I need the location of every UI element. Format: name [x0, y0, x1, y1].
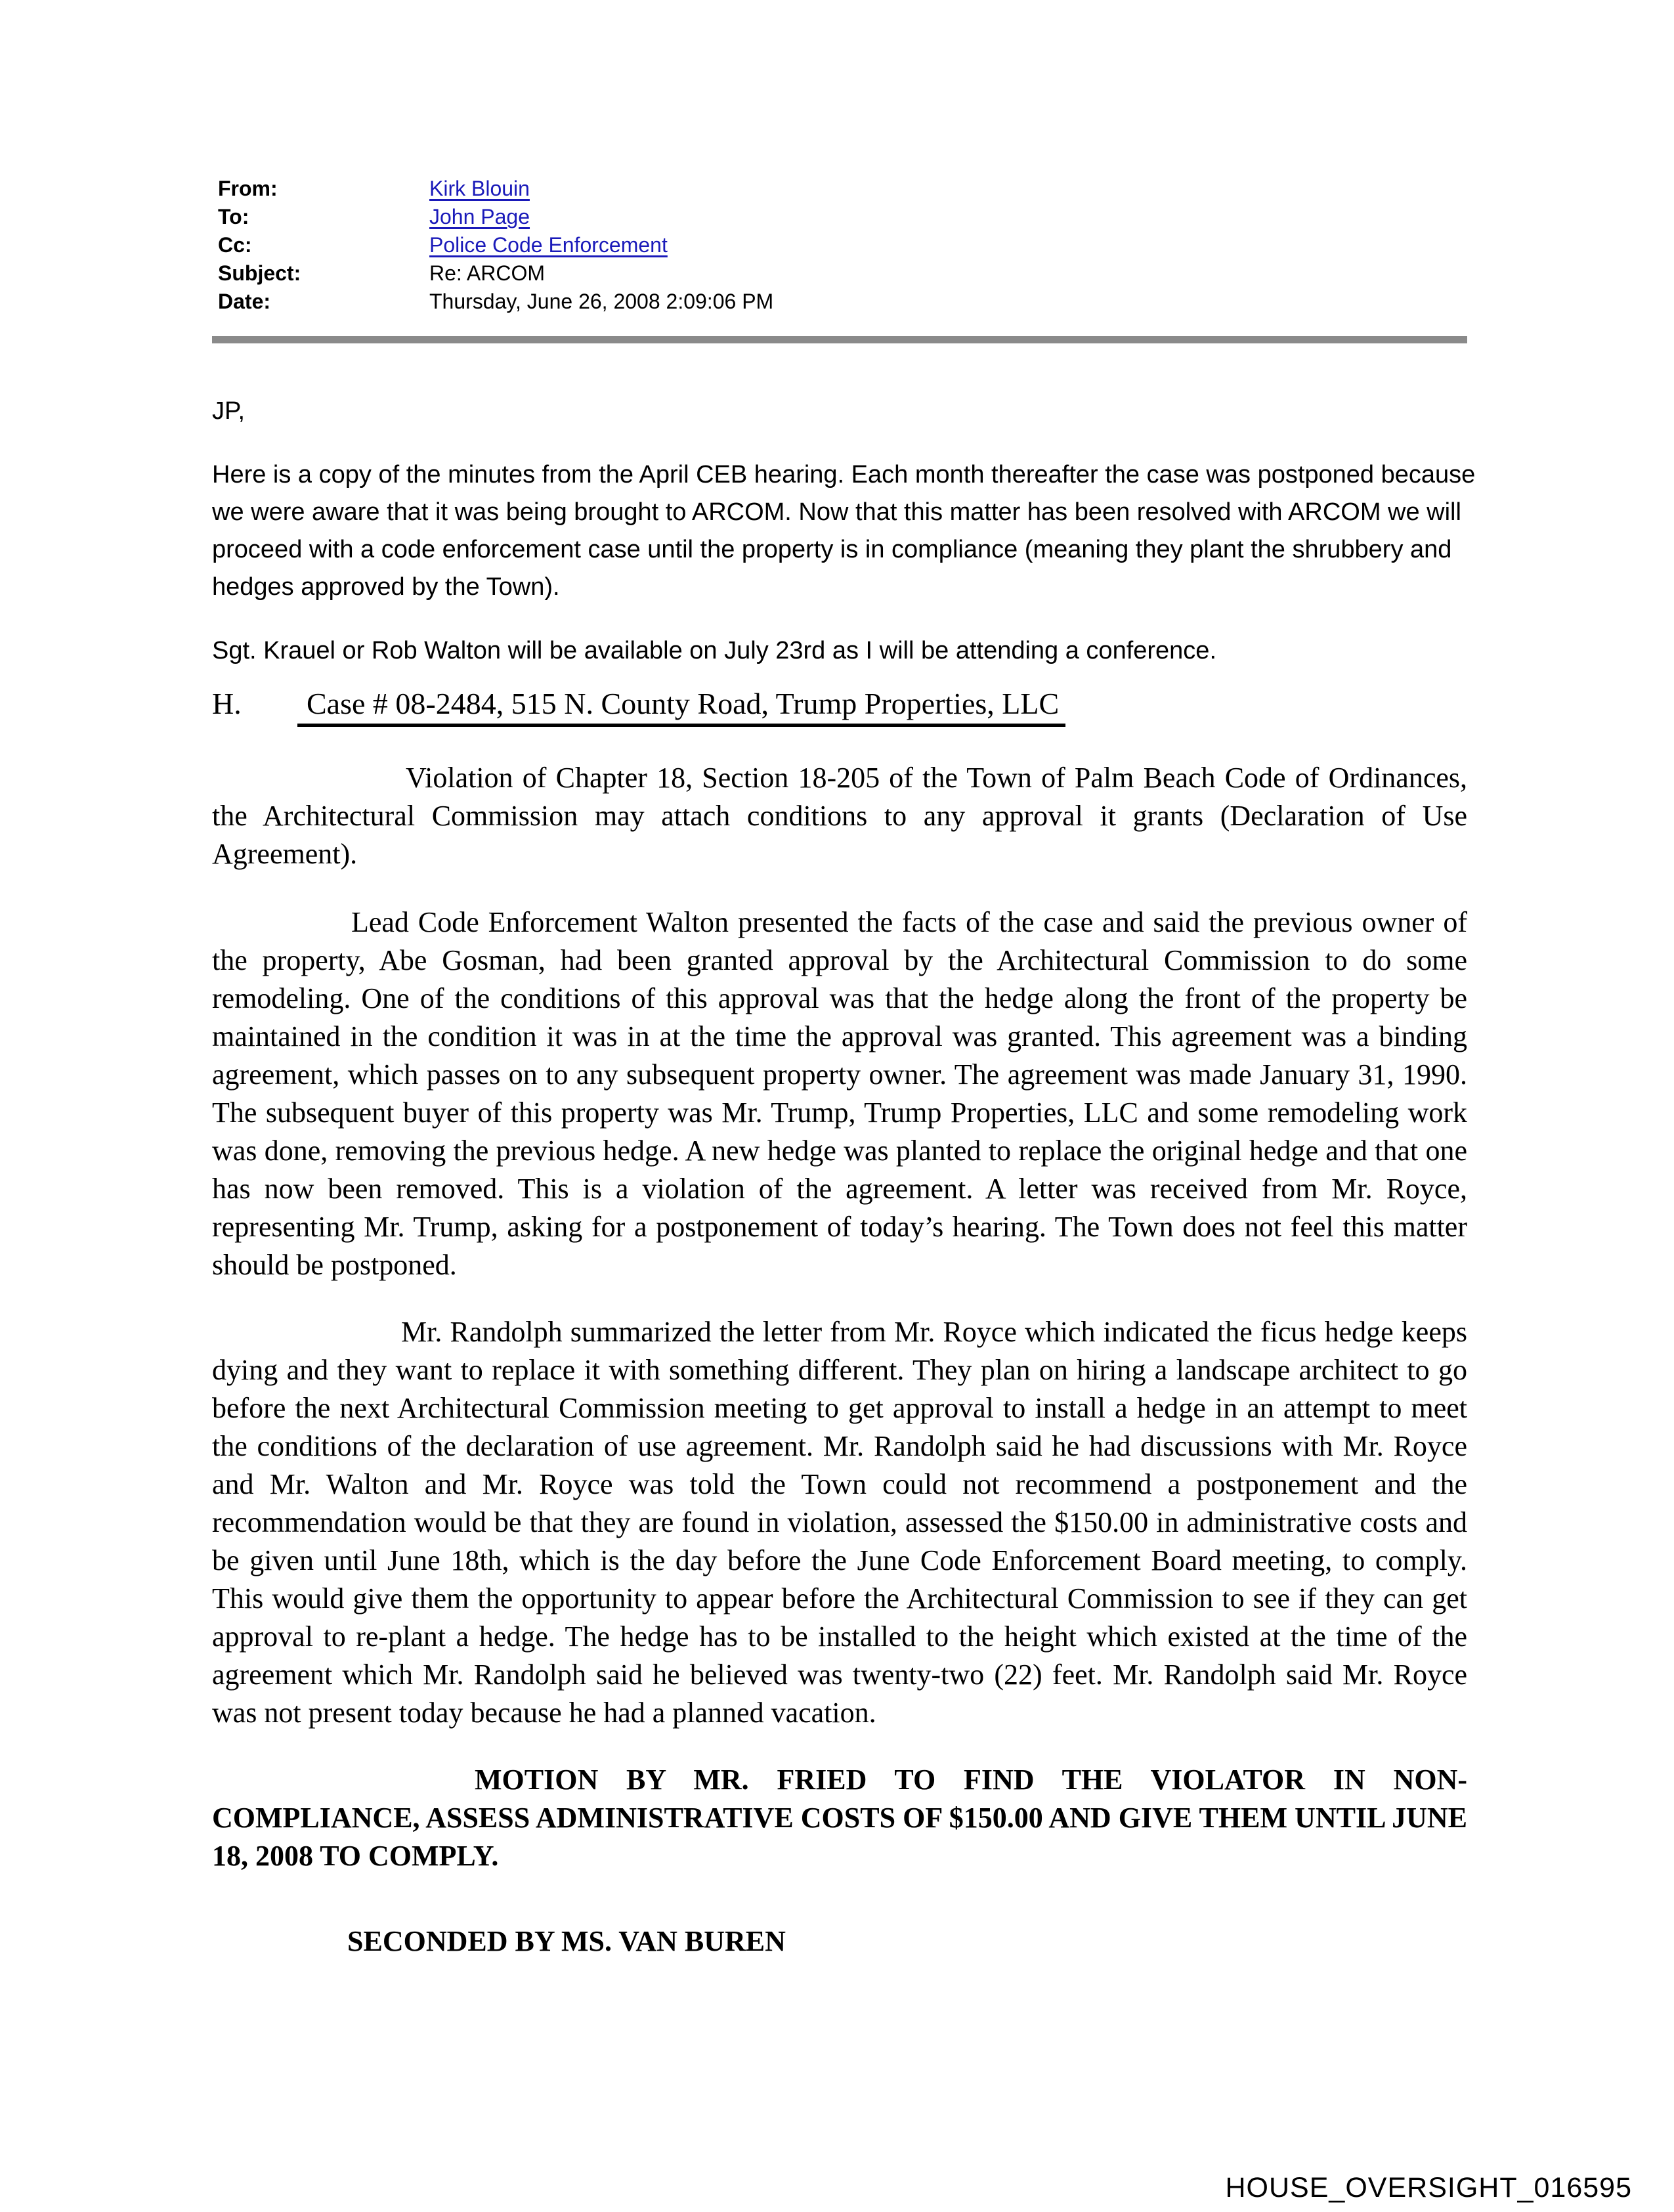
header-row-subject — [218, 259, 1469, 288]
to-label: To: — [218, 205, 249, 228]
from-label: From: — [218, 177, 278, 200]
from-sender-link[interactable]: Kirk Blouin — [429, 177, 530, 200]
email-body-intro — [212, 393, 1492, 670]
date-label: Date: — [218, 290, 271, 313]
cc-label: Cc: — [218, 233, 252, 257]
to-recipient-link[interactable]: John Page — [429, 205, 530, 228]
header-row-cc — [218, 231, 1469, 259]
header-row-to — [218, 203, 1469, 231]
header-divider-rule — [212, 336, 1467, 343]
header-row-date — [218, 288, 1469, 316]
seconded-line: SECONDED BY MS. VAN BUREN — [347, 1925, 786, 1957]
violation-paragraph: Violation of Chapter 18, Section 18-205 of the Town of Palm Beach Code of Ordinances, the Architectural Commission may attach conditions to any approval it grants (Declaration of Use Agreement). — [212, 762, 1467, 870]
header-row-from — [218, 175, 1469, 203]
email-header-block — [218, 175, 1469, 316]
intro-paragraph: Here is a copy of the minutes from the April CEB hearing. Each month thereafter the case was postponed because we were aware that it was being brought to ARCOM. Now that this matter has been resolved with ARCOM we will proceed with a code enforcement case until the property is in compliance (meaning they plant the shrubbery and hedges approved by the Town). — [212, 461, 1476, 601]
subject-label: Subject: — [218, 261, 301, 285]
subject-value: Re: ARCOM — [429, 261, 546, 285]
randolph-summary-paragraph: Mr. Randolph summarized the letter from Mr. Royce which indicated the ficus hedge keeps dying and they want to replace it with something different. They plan on hiring a landscape architect to go before the next Architectural Commission meeting to get approval to install a hedge in an attempt to meet the conditions of the declaration of use agreement. Mr. Randolph said he had discussions with Mr. Royce and Mr. Walton and Mr. Royce was told the Town could not recommend a postponement and the recommendation would be that they are found in violation, assessed the $150.00 in administrative costs and be given until June 18th, which is the day before the June Code Enforcement Board meeting, to comply. This would give them the opportunity to appear before the Architectural Commission to see if they can get approval to re-plant a hedge. The hedge has to be installed to the height which existed at the time of the agreement which Mr. Randolph said he believed was twenty-two (22) feet. Mr. Randolph said Mr. Royce was not present today because he had a planned vacation. — [212, 1316, 1467, 1729]
case-facts-paragraph: Lead Code Enforcement Walton presented the facts of the case and said the previous owner of the property, Abe Gosman, had been granted approval by the Architectural Commission to do some remodeling. One of the conditions of this approval was that the hedge along the front of the property be maintained in the condition it was in at the time the approval was granted. This agreement was a binding agreement, which passes on to any subsequent property owner. The agreement was made January 31, 1990. The subsequent buyer of this property was Mr. Trump, Trump Properties, LLC and some remodeling work was done, removing the previous hedge. A new hedge was planted to replace the original hedge and that one has now been removed. This is a violation of the agreement. A letter was received from Mr. Royce, representing Mr. Trump, asking for a postponement of today’s hearing. The Town does not feel this matter should be postponed. — [212, 906, 1467, 1281]
minutes-section — [212, 683, 1467, 1961]
case-title-underlined: Case # 08-2484, 515 N. County Road, Trump Properties, LLC — [297, 687, 1065, 727]
availability-paragraph: Sgt. Krauel or Rob Walton will be available on July 23rd as I will be attending a conference. — [212, 637, 1217, 664]
date-value: Thursday, June 26, 2008 2:09:06 PM — [429, 290, 774, 313]
greeting-text: JP, — [212, 397, 246, 425]
case-heading — [212, 683, 1467, 725]
bates-number: HOUSE_OVERSIGHT_016595 — [1225, 2172, 1632, 2203]
cc-recipient-link[interactable]: Police Code Enforcement — [429, 233, 668, 257]
case-item-letter: H. — [212, 687, 242, 720]
motion-paragraph: MOTION BY MR. FRIED TO FIND THE VIOLATOR IN NON-COMPLIANCE, ASSESS ADMINISTRATIVE COSTS OF $150.00 AND GIVE THEM UNTIL JUNE 18, 2008 TO COMPLY. — [212, 1764, 1467, 1872]
